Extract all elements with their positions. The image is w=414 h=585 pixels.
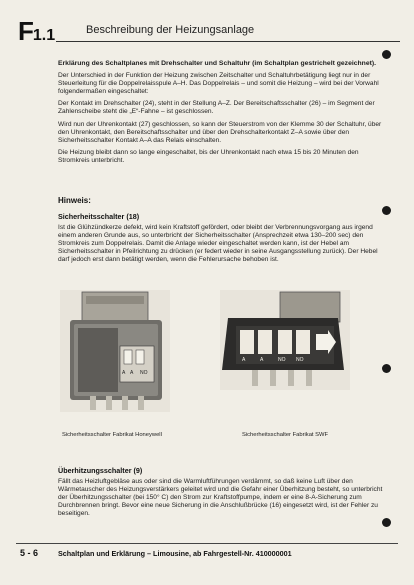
honeywell-label: A [130,370,134,376]
intro-paragraph: Der Unterschied in der Funktion der Heizung zwischen Zeitschalter und Schaltuhrbetätigung liegt nur in der Steuerleitung für die Doppelrelaisspule A–H. Das Doppelrelais – und somit die Heizung – wird bei der Vorwahl folgendermaßen eingeschaltet: [58,72,379,96]
swf-label: NO [278,357,286,363]
page-number: 5 - 6 [20,548,39,558]
section-number: 1.1 [32,27,56,44]
intro-paragraph: Der Kontakt im Drehschalter (24), steht in der Stellung A–Z. Der Bereitschaftsschalter (26) – im Segment der Zahlenscheibe steht die „E“-Fahne – ist geschlossen. [58,100,375,116]
page-title: Beschreibung der Heizungsanlage [86,24,255,36]
honeywell-switch-photo [60,290,170,412]
swf-switch-photo [220,290,350,390]
honeywell-caption: Sicherheitsschalter Fabrikat Honeywell [62,432,162,438]
overheat-switch-heading: Überhitzungsschalter (9) [58,466,143,475]
section-letter: F [18,16,33,46]
section-code [18,16,55,47]
footer-title: Schaltplan und Erklärung – Limousine, ab Fahrgestell-Nr. 410000001 [58,549,292,558]
binder-hole [382,206,391,215]
intro-paragraph: Die Heizung bleibt dann so lange eingeschaltet, bis der Uhrenkontakt nach etwa 15 bis 20 Minuten den Stromkreis unterbricht. [58,148,359,164]
intro-section [58,60,390,169]
swf-label: A [242,357,246,363]
overheat-switch-paragraph: Fällt das Heizluftgebläse aus oder sind die Warmluftführungen verdämmt, so daß keine Luft über den Wärmetauscher des Heizungsverstärkers geleitet wird und die Gefahr einer Überhitzung besteht, so unterbricht der Überhitzungsschalter (bei 150° C) den Strom zur Kraftstoffpumpe, indem er eine 8-A-Sicherung zum Durchbrennen bringt. Bevor eine neue Sicherung in die Anschlußbrücke (16) eingesetzt wird, ist der Fehler zu beseitigen. [58,478,383,518]
swf-caption: Sicherheitsschalter Fabrikat SWF [242,432,329,438]
honeywell-label: A [122,370,126,376]
intro-paragraph: Wird nun der Uhrenkontakt (27) geschlossen, so kann der Steuerstrom von der Klemme 30 der Schaltuhr, über den Uhrenkontakt, den Bereitschaftsschalter und über den Drehschalterkontakt Z–A sowie über den Sicherheitsschalter Kontakt A–A das Relais einschalten. [58,120,382,144]
safety-switch-heading: Sicherheitsschalter (18) [58,212,140,221]
binder-hole [382,50,391,59]
honeywell-label: NO [140,370,148,376]
hint-heading: Hinweis: [58,196,91,205]
header-rule [56,41,400,42]
swf-label: A [260,357,264,363]
intro-heading: Erklärung des Schaltplanes mit Drehschalter und Schaltuhr (im Schaltplan gestrichelt gezeichnet). [58,60,377,67]
safety-switch-paragraph: Ist die Glühzündkerze defekt, wird kein Kraftstoff gefördert, oder bleibt der Verbrennungsvorgang aus irgend einem anderen Grunde aus, so unterbricht der Sicherheitsschalter (Ansprechzeit etwa 130–200 sec) den Stromkreis zum Doppelrelais. Damit die Anlage wieder eingeschaltet werden kann, ist der Hebel am Sicherheitsschalter in Pfeilrichtung zu drücken (er federt wieder in seine Ausgangsstellung zurück). Der Hebel darf jedoch erst dann betätigt werden, wenn die Fehlerursache behoben ist. [58,224,378,264]
binder-hole [382,364,391,373]
binder-hole [382,518,391,527]
swf-label: NO [296,357,304,363]
footer-rule [16,543,398,544]
